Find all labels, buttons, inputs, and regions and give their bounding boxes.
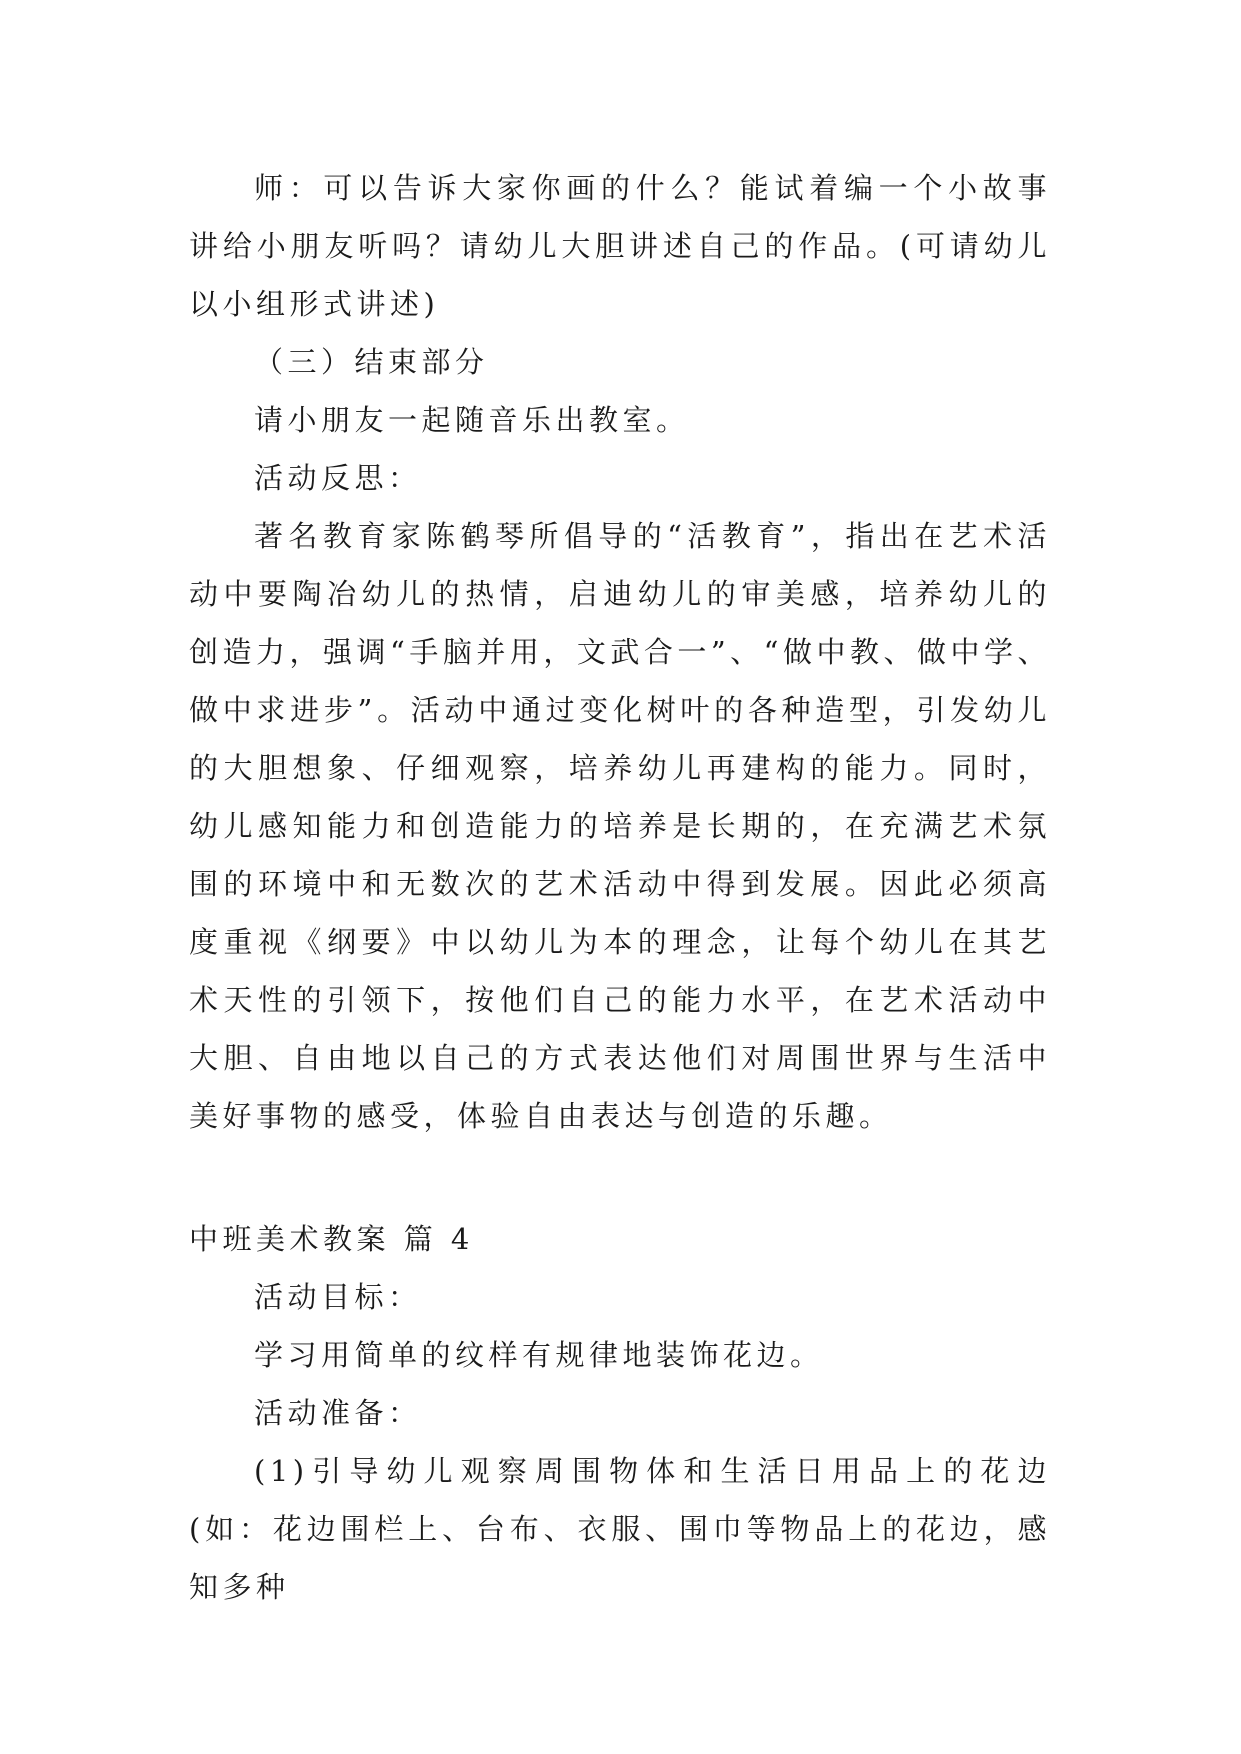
section-continued <box>189 159 1051 1145</box>
paragraph-prep-label: 活动准备： <box>254 1396 422 1430</box>
paragraph-prep-item-1: (1)引导幼儿观察周围物体和生活日用品上的花边(如：花边围栏上、台布、衣服、围巾等物品上的花边，感知多种 <box>189 1454 1051 1604</box>
paragraph-goal-label: 活动目标： <box>254 1280 422 1314</box>
paragraph-teacher-question: 师：可以告诉大家你画的什么？能试着编一个小故事讲给小朋友听吗？请幼儿大胆讲述自己的作品。(可请幼儿以小组形式讲述) <box>189 171 1051 321</box>
paragraph-reflection-label: 活动反思： <box>254 461 422 495</box>
section-lesson-4 <box>189 1210 1051 1616</box>
paragraph-ending-heading: （三）结束部分 <box>254 345 489 379</box>
paragraph-ending-instruction: 请小朋友一起随音乐出教室。 <box>254 403 690 437</box>
paragraph-reflection-body: 著名教育家陈鹤琴所倡导的“活教育”，指出在艺术活动中要陶冶幼儿的热情，启迪幼儿的审美感，培养幼儿的创造力，强调“手脑并用，文武合一”、“做中教、做中学、做中求进步”。活动中通过变化树叶的各种造型，引发幼儿的大胆想象、仔细观察，培养幼儿再建构的能力。同时，幼儿感知能力和创造能力的培养是长期的，在充满艺术氛围的环境中和无数次的艺术活动中得到发展。因此必须高度重视《纲要》中以幼儿为本的理念，让每个幼儿在其艺术天性的引领下，按他们自己的能力水平，在艺术活动中大胆、自由地以自己的方式表达他们对周围世界与生活中美好事物的感受，体验自由表达与创造的乐趣。 <box>189 519 1051 1133</box>
paragraph-goal: 学习用简单的纹样有规律地装饰花边。 <box>254 1338 824 1372</box>
section-heading: 中班美术教案 篇 4 <box>189 1222 474 1256</box>
